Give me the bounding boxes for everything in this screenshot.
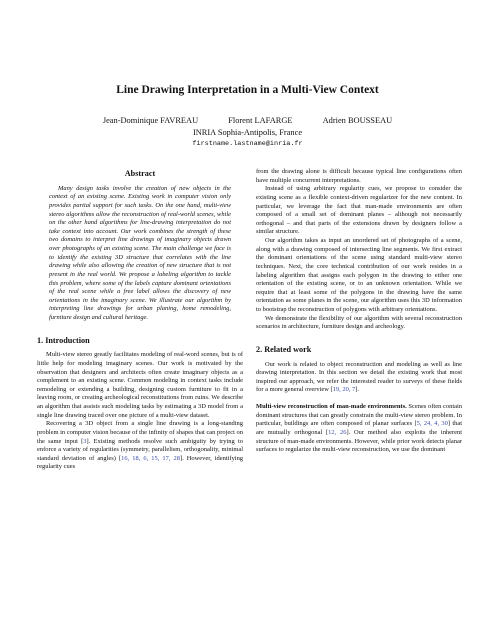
runin-heading: Multi-view reconstruction of man-made environments.: [256, 403, 407, 410]
paragraph-gap: [256, 395, 462, 403]
citation-link[interactable]: 3: [83, 437, 87, 445]
author-name: Adrien BOUSSEAU: [322, 116, 393, 125]
citation-link[interactable]: 12, 26: [328, 428, 347, 436]
intro-paragraph-continued: from the drawing alone is difficult because typical line configurations often have multiple concurrent interpretations.: [256, 168, 462, 184]
abstract-heading: Abstract: [124, 169, 156, 178]
paragraph-text: Scenes often contain dominant structures that can greatly constrain the multi-view stereo problem. In particular, buildings are often composed of planar surfaces [: [256, 403, 462, 428]
author-names: [0, 115, 495, 127]
paragraph-text: Recovering a 3D object from a single line drawing is a long-standing problem in computer vision because of the infinity of shapes that can project on the same input [: [37, 420, 243, 445]
paragraph-text: ]. However, identifying regularity cues: [37, 454, 244, 471]
left-column: [37, 168, 243, 472]
abstract-text: Many design tasks involve the creation of new objects in the context of an existing scene. Existing work in computer vision only provides partial support for such tasks. On the one hand, multi-view stereo algorithms allow the reconstruction of real-world scenes, while on the other hand algorithms for line-drawing interpretation do not take context into account. Our work combines the strength of these two domains to interpret line drawings of imaginary objects drawn over photographs of an existing scene. The main challenge we face is to identify the existing 3D structure that correlates with the line drawing while also allowing the creation of new structure that is not present in the real world. We propose a labeling algorithm to tackle this problem, where some of the labels capture dominant orientations of the real scene while a free label allows the discovery of new orientations in the imaginary scene. We illustrate our algorithm by interpreting line drawings for urban planing, home remodeling, furniture design and cultural heritage.: [49, 184, 231, 321]
section-heading-introduction: 1. Introduction: [37, 335, 90, 345]
paragraph-text: ]. Our method also exploits the inherent structure of man-made environments. However, while prior work detects planar surfaces to regularize the multi-view reconstruction, we use the dominant: [256, 428, 462, 454]
citation-link[interactable]: 5, 24, 4, 30: [416, 420, 448, 428]
intro-paragraph-5: We demonstrate the flexibility of our algorithm with several reconstruction scenarios in architecture, furniture design and archeology.: [256, 314, 462, 331]
intro-paragraph-4: Our algorithm takes as input an unordered set of photographs of a scene, along with a drawing composed of intersecting line segments. We first extract the dominant orientations of the scene using standard multi-view stereo techniques. Next, the core technical contribution of our work resides in a labeling algorithm that assigns each polygon in the drawing to either one orientation of the existing scene, or to an unknown orientation. While we require that at least some of the polygons in the drawing have the same orientation as some planes in the scene, our algorithm uses this 3D information to bootstrap the reconstruction of polygons with arbitrary orientations.: [256, 237, 462, 313]
author-name: Jean-Dominique FAVREAU: [102, 116, 199, 125]
author-email: firstname.lastname@inria.fr: [192, 140, 303, 148]
affiliation: INRIA Sophia-Antipolis, France: [192, 128, 303, 137]
author-name: Florent LAFARGE: [228, 116, 293, 125]
right-column: [256, 168, 462, 455]
paper-title: Line Drawing Interpretation in a Multi-View Context: [116, 84, 379, 96]
paragraph-text: Our work is related to object reconstruction and modeling as well as line drawing interpretation. In this section we detail the existing work that most inspired our approach, we refer the interested reader to surveys of these fields for a more general overview [: [256, 360, 462, 394]
section-heading-related-work: 2. Related work: [256, 344, 312, 354]
paragraph-text: ].: [355, 386, 359, 394]
intro-paragraph-3: Instead of using arbitrary regularity cues, we propose to consider the existing scene as a flexible context-driven regularizer for the new content. In particular, we leverage the fact that man-made environments are often composed of a small set of dominant planes – although not necessarily orthogonal – and that parts of the extensions drawn by designers follow a similar structure.: [256, 185, 462, 236]
author-block: [0, 115, 495, 139]
citation-link[interactable]: 19, 20, 7: [332, 386, 356, 394]
paragraph-text: ] that are mutually orthogonal [: [256, 420, 463, 436]
intro-paragraph-2: [37, 420, 243, 472]
related-paragraph-1: [256, 361, 462, 396]
citation-link[interactable]: 16, 18, 6, 15, 17, 28: [121, 454, 180, 462]
abstract-section: [37, 185, 243, 323]
paragraph-text: ]. Existing methods resolve such ambiguity by trying to enforce a variety of regularities (symmetry, parallelism, orthogonality, minimal standard deviation of angles) [: [37, 437, 244, 462]
intro-paragraph-1: Multi-view stereo greatly facilitates modeling of real-word scenes, but is of little help for modeling imaginary scenes. Our work is motivated by the observation that designers and architects often create imaginary objects as a complement to an existing scene. Common modeling in context tasks include remodeling or extending a building, designing custom furniture to fit in a leaving room, or creating archeological reconstitutions from ruins. We describe an algorithm that assists such modeling tasks by estimating a 3D model from a single line drawing traced over one picture of a multi-view dataset.: [37, 351, 243, 419]
related-paragraph-multiview: [256, 403, 462, 455]
